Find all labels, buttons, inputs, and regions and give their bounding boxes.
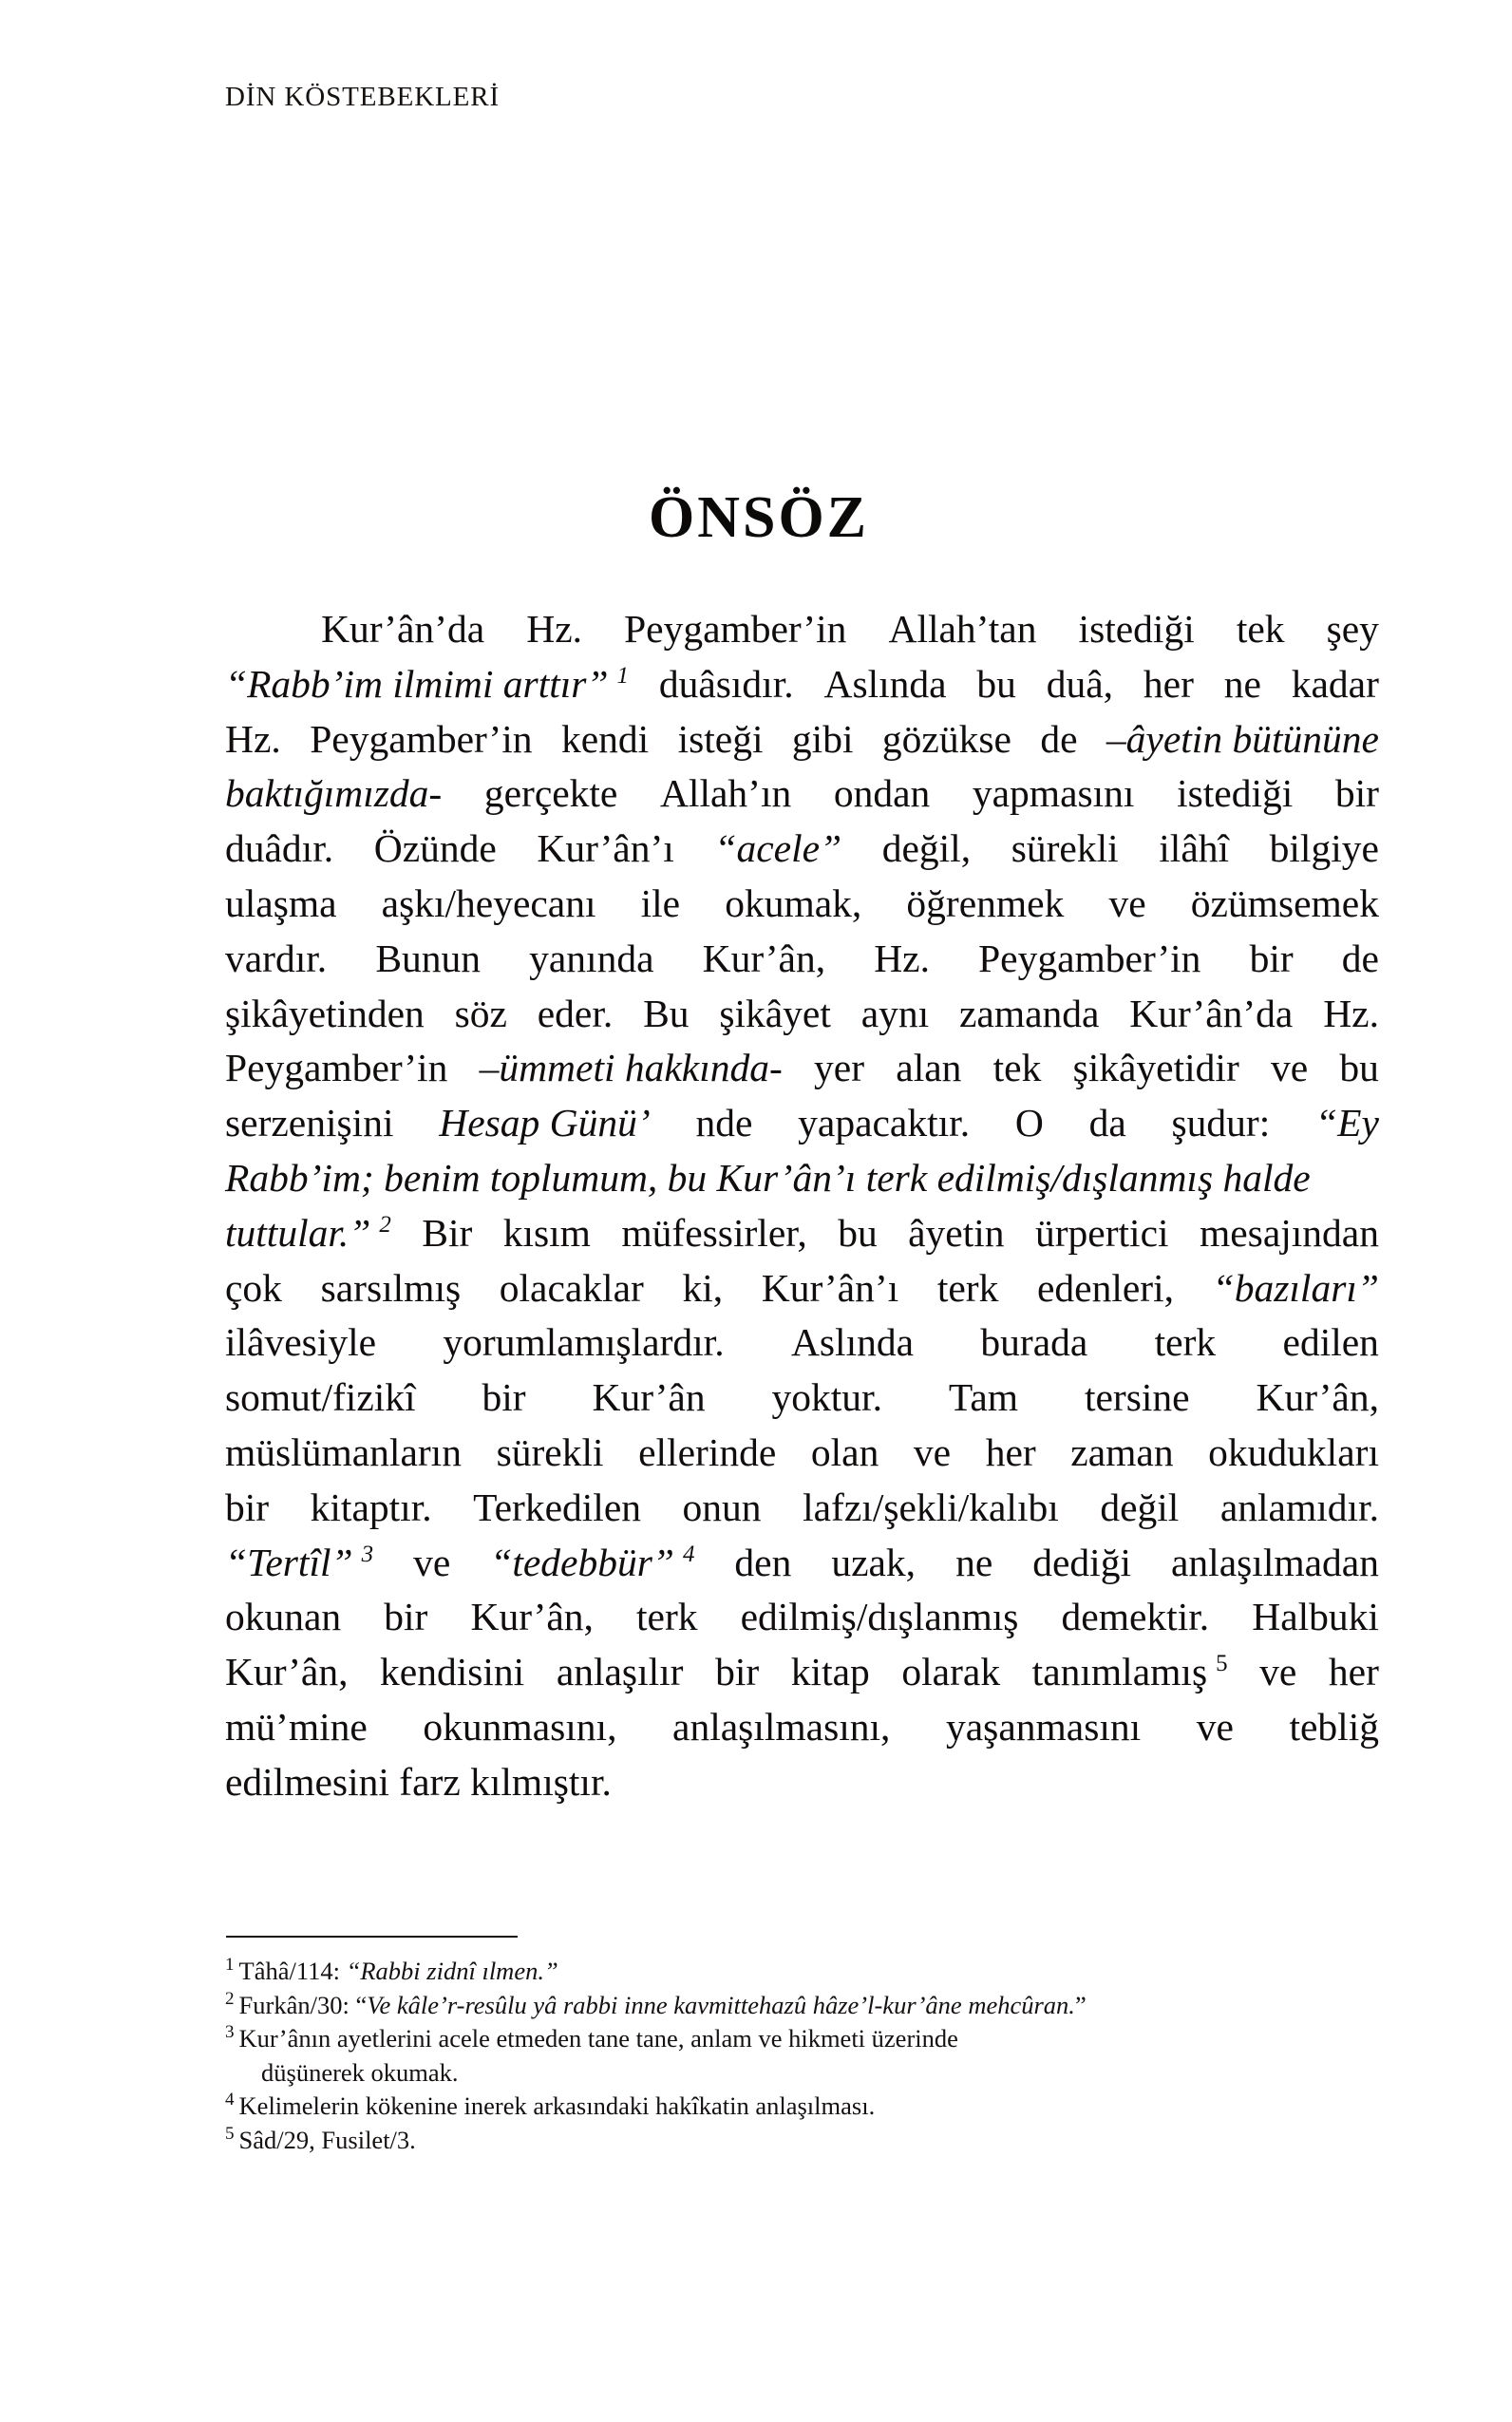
body-word: nde — [695, 1101, 753, 1145]
body-word: bir — [225, 1485, 270, 1529]
body-word: Özünde — [373, 826, 497, 871]
body-word: aşkı/heyecanı — [381, 880, 596, 925]
body-word: bir — [384, 1595, 428, 1639]
footnote-reference[interactable]: 2 — [379, 1211, 391, 1238]
body-word: burada — [980, 1320, 1088, 1365]
body-word: âyetin — [908, 1210, 1005, 1255]
body-word: lafzı/şekli/kalıbı — [803, 1485, 1059, 1529]
footnote-item — [225, 2056, 1384, 2091]
body-word: duâsıdır. — [658, 661, 794, 706]
body-word: Allah’ın — [659, 771, 792, 816]
body-word: değil, — [881, 826, 972, 871]
body-emphasis: –ümmeti hakkında- — [479, 1046, 783, 1090]
body-word: bu — [838, 1210, 878, 1255]
body-word: yaşanmasını — [946, 1704, 1142, 1749]
body-emphasis: “bazıları” — [1212, 1265, 1379, 1310]
body-word: sarsılmış — [320, 1265, 462, 1310]
body-word: ellerinde — [638, 1429, 777, 1474]
body-word: şey — [1326, 607, 1379, 651]
body-word: terk — [936, 1265, 999, 1310]
body-word: bir — [1334, 771, 1379, 816]
body-word: tersine — [1084, 1375, 1190, 1420]
body-word: Bunun — [375, 936, 481, 980]
body-line — [225, 822, 1379, 877]
body-emphasis: Rabb’im; benim toplumum, bu Kur’ân’ı terk edilmiş/dışlanmış halde — [225, 1155, 1311, 1200]
body-word: yanında — [529, 936, 654, 980]
body-emphasis: baktığımızda- — [225, 771, 443, 816]
body-line — [225, 1096, 1379, 1151]
body-word: gerçekte — [483, 771, 618, 816]
body-word: tek — [992, 1046, 1042, 1090]
footnote-reference[interactable]: 3 — [361, 1541, 374, 1567]
body-word: yapacaktır. — [798, 1101, 971, 1145]
body-word: edilmesini farz kılmıştır. — [225, 1759, 612, 1804]
body-word: Kur’ân, — [225, 1650, 349, 1694]
body-line — [225, 1261, 1379, 1316]
body-word: zaman — [1070, 1429, 1174, 1474]
body-word: gözükse — [881, 716, 1011, 761]
body-line — [225, 932, 1379, 987]
body-word: ki, — [682, 1265, 724, 1310]
footnote-item — [225, 2022, 1384, 2056]
body-word: kitaptır. — [310, 1485, 432, 1529]
body-line — [225, 1590, 1379, 1645]
footnote-item — [225, 1955, 1384, 1989]
body-word: kitap — [790, 1650, 870, 1694]
body-word: dediği — [1032, 1540, 1131, 1584]
body-word: sürekli — [496, 1429, 604, 1474]
body-word: vardır. — [225, 936, 328, 980]
body-word: olarak — [901, 1650, 1001, 1694]
body-word: ve — [913, 1429, 952, 1474]
body-word: isteği — [677, 716, 764, 761]
body-word: Aslında — [790, 1320, 915, 1365]
body-word: bir — [715, 1650, 760, 1694]
body-word: değil — [1100, 1485, 1180, 1529]
footnote-emphasis: “Rabbi zidnî ılmen.” — [346, 1957, 558, 1985]
body-word: tanımlamış $^5$ — [1031, 1650, 1228, 1694]
body-word: Bir — [422, 1210, 473, 1255]
body-word: yapmasını — [972, 771, 1135, 816]
footnote-emphasis: Ve kâle’r-resûlu yâ rabbi inne kavmittehazû hâze’l-kur’âne mehcûran. — [367, 1990, 1075, 2019]
body-line — [225, 657, 1379, 712]
body-word: somut/fizikî — [225, 1375, 416, 1420]
body-word: kendi — [560, 716, 650, 761]
body-word: istediği — [1177, 771, 1294, 816]
body-word: tek — [1236, 607, 1285, 651]
body-emphasis: Hesap Günü’ — [439, 1101, 651, 1145]
body-word: Hz. — [526, 607, 582, 651]
body-word: istediği — [1078, 607, 1195, 651]
body-word: Halbuki — [1252, 1595, 1379, 1639]
body-word: den — [734, 1540, 792, 1584]
footnote-text: ” — [1074, 1990, 1087, 2019]
body-word: ve — [1259, 1650, 1297, 1694]
body-word: şikâyet — [719, 991, 831, 1035]
footnote-separator — [226, 1936, 518, 1938]
footnote-reference[interactable]: 5 — [1216, 1651, 1228, 1677]
body-word: bir — [482, 1375, 526, 1420]
footnote-marker: 1 — [225, 1955, 235, 1976]
body-line — [225, 1426, 1379, 1481]
body-word: alan — [896, 1046, 962, 1090]
footnote-marker: 5 — [225, 2123, 235, 2144]
body-word: müfessirler, — [621, 1210, 807, 1255]
body-word: her — [1143, 661, 1194, 706]
body-word: Peygamber’in — [310, 716, 533, 761]
body-line — [225, 712, 1379, 767]
body-word: ve — [413, 1540, 451, 1584]
body-line — [225, 1151, 1379, 1206]
body-word: gibi — [791, 716, 854, 761]
body-word: edenleri, — [1037, 1265, 1175, 1310]
body-word: yer — [814, 1046, 865, 1090]
body-word: yoktur. — [771, 1375, 882, 1420]
body-line — [225, 1700, 1379, 1755]
footnote-text: Tâhâ/114: — [238, 1957, 347, 1985]
footnote-item — [225, 2090, 1384, 2124]
body-word: her — [985, 1429, 1036, 1474]
body-word: ne — [955, 1540, 993, 1584]
running-head: DİN KÖSTEBEKLERİ — [225, 82, 501, 112]
body-word: da — [1088, 1101, 1126, 1145]
body-word: çok — [225, 1265, 282, 1310]
body-word: ve — [1108, 880, 1146, 925]
body-word: Bu — [643, 991, 690, 1035]
body-word: anlamıdır. — [1219, 1485, 1379, 1529]
body-word: kısım — [502, 1210, 591, 1255]
footnote-text: Sâd/29, Fusilet/3. — [238, 2125, 416, 2154]
body-word: her — [1328, 1650, 1379, 1694]
body-word: de — [1040, 716, 1078, 761]
body-word: ve — [1196, 1704, 1234, 1749]
body-line — [225, 1206, 1379, 1261]
footnote-text: Kur’ânın ayetlerini acele etmeden tane tane, anlam ve hikmeti üzerinde — [238, 2024, 958, 2053]
body-word: Allah’tan — [888, 607, 1037, 651]
footnote-text: Kelimelerin kökenine inerek arkasındaki hakîkatin anlaşılması. — [238, 2091, 876, 2120]
body-line — [225, 1645, 1379, 1700]
body-word: onun — [682, 1485, 762, 1529]
body-word: ilâvesiyle — [225, 1320, 377, 1365]
body-word: Tam — [948, 1375, 1019, 1420]
body-word: mesajından — [1199, 1210, 1379, 1255]
body-word: Kur’ân, — [470, 1595, 594, 1639]
body-word: ürpertici — [1034, 1210, 1169, 1255]
page-title: ÖNSÖZ — [648, 484, 870, 550]
body-word: duâdır. — [225, 826, 334, 871]
footnote-text: düşünerek okumak. — [261, 2057, 459, 2087]
body-word: özümsemek — [1190, 880, 1379, 925]
body-word: Terkedilen — [473, 1485, 641, 1529]
body-word: O — [1014, 1101, 1044, 1145]
body-word: sürekli — [1011, 826, 1119, 871]
body-word: bir — [1249, 936, 1294, 980]
body-word: ne — [1223, 661, 1261, 706]
body-word: duâ, — [1046, 661, 1114, 706]
footnote-item — [225, 1989, 1384, 2023]
body-emphasis: “Rabb’im ilmimi arttır” $^1$ — [225, 661, 629, 706]
body-emphasis: “Ey — [1315, 1101, 1379, 1145]
body-word: terk — [1154, 1320, 1217, 1365]
body-word: okumak, — [725, 880, 862, 925]
body-emphasis: –âyetin bütününe — [1106, 716, 1379, 761]
body-word: edilen — [1282, 1320, 1379, 1365]
body-word: müslümanların — [225, 1429, 462, 1474]
body-emphasis: “Tertîl” $^3$ — [225, 1540, 374, 1584]
body-word: terk — [636, 1595, 698, 1639]
body-line — [225, 1041, 1379, 1096]
body-word: şikâyetinden — [225, 991, 425, 1035]
body-word: Kur’ân — [592, 1375, 706, 1420]
body-emphasis: “acele” — [714, 826, 842, 871]
body-word: eder. — [537, 991, 614, 1035]
body-word: öğrenmek — [906, 880, 1065, 925]
footnote-marker: 2 — [225, 1988, 235, 2009]
body-word: tebliğ — [1289, 1704, 1379, 1749]
footnote-list — [225, 1955, 1384, 2157]
body-word: olacaklar — [499, 1265, 644, 1310]
footnote-item — [225, 2124, 1384, 2158]
body-word: okunan — [225, 1595, 342, 1639]
body-line — [225, 1755, 1379, 1810]
body-word: Peygamber’in — [225, 1046, 448, 1090]
body-word: aynı — [860, 991, 930, 1035]
body-text — [225, 602, 1379, 1810]
body-word: anlaşılmadan — [1171, 1540, 1379, 1584]
body-word: okunmasını, — [423, 1704, 617, 1749]
body-word: Hz. — [1323, 991, 1379, 1035]
body-word: demektir. — [1061, 1595, 1210, 1639]
body-line — [225, 1371, 1379, 1426]
body-line — [225, 1315, 1379, 1371]
body-word: Peygamber’in — [978, 936, 1201, 980]
body-emphasis: tuttular.” $^2$ — [225, 1210, 391, 1255]
body-emphasis: “tedebbür” $^4$ — [490, 1540, 695, 1584]
body-line — [225, 877, 1379, 932]
body-word: kendisini — [380, 1650, 525, 1694]
body-word: Hz. — [225, 716, 281, 761]
body-word: bu — [976, 661, 1016, 706]
body-line — [225, 602, 1379, 657]
body-word: okudukları — [1208, 1429, 1379, 1474]
body-word: kadar — [1291, 661, 1379, 706]
body-word: şikâyetidir — [1072, 1046, 1239, 1090]
body-line — [225, 766, 1379, 822]
body-word: zamanda — [959, 991, 1100, 1035]
body-word: serzenişini — [225, 1101, 394, 1145]
body-word: Kur’ân’da — [1129, 991, 1294, 1035]
body-word: mü’mine — [225, 1704, 368, 1749]
footnote-text: Furkân/30: “ — [238, 1990, 368, 2019]
body-word: anlaşılır — [556, 1650, 684, 1694]
footnote-reference[interactable]: 1 — [616, 662, 629, 689]
body-word: şudur: — [1171, 1101, 1271, 1145]
body-word: bilgiye — [1269, 826, 1379, 871]
footnote-marker: 4 — [225, 2090, 235, 2110]
body-line — [225, 1536, 1379, 1591]
footnote-reference[interactable]: 4 — [682, 1541, 695, 1567]
body-word: olan — [810, 1429, 879, 1474]
body-word: Kur’ân’ı — [537, 826, 674, 871]
body-word: uzak, — [831, 1540, 917, 1584]
body-word: Aslında — [823, 661, 947, 706]
body-word: ile — [640, 880, 681, 925]
body-word: anlaşılmasını, — [672, 1704, 891, 1749]
body-word: Kur’ân, — [1256, 1375, 1379, 1420]
body-word: Kur’ân’ı — [761, 1265, 899, 1310]
body-word: bu — [1339, 1046, 1379, 1090]
body-word: ilâhî — [1159, 826, 1230, 871]
body-word: söz — [454, 991, 507, 1035]
body-word: Peygamber’in — [624, 607, 847, 651]
body-word: ve — [1271, 1046, 1309, 1090]
footnote-marker: 3 — [225, 2022, 235, 2043]
body-word: ulaşma — [225, 880, 337, 925]
body-word: Kur’ân’da — [321, 607, 485, 651]
body-line — [225, 1481, 1379, 1536]
body-line — [225, 987, 1379, 1042]
body-word: Hz. — [874, 936, 930, 980]
body-word: Kur’ân, — [702, 936, 826, 980]
body-word: edilmiş/dışlanmış — [740, 1595, 1019, 1639]
body-word: ondan — [833, 771, 931, 816]
body-word: yorumlamışlardır. — [443, 1320, 725, 1365]
body-word: de — [1341, 936, 1379, 980]
